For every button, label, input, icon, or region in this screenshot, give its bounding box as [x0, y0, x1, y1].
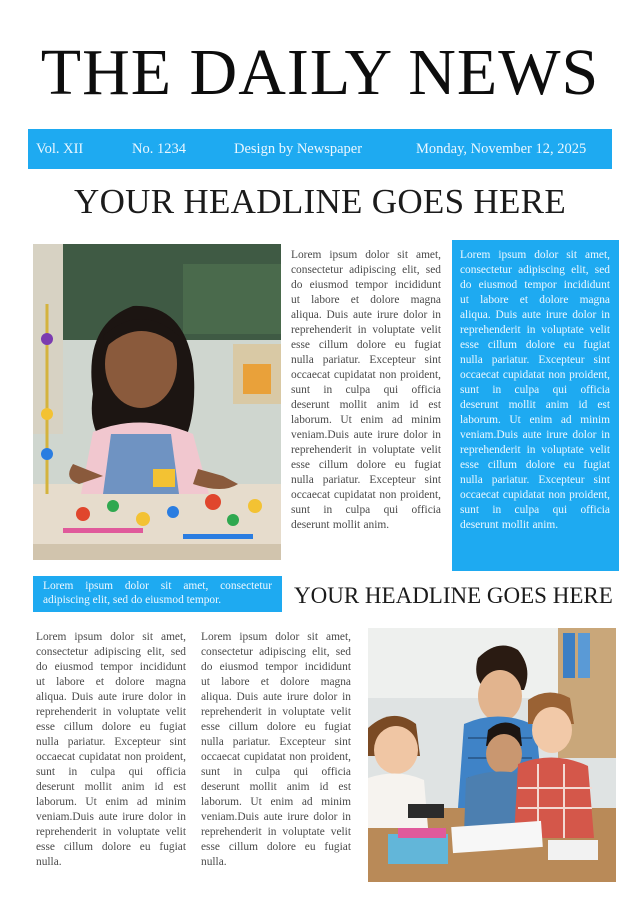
photo-caption: Lorem ipsum dolor sit amet, consectetur adipiscing elit, sed do eiusmod tempor.: [33, 576, 282, 612]
article-column-d: Lorem ipsum dolor sit amet, consectetur adipiscing elit, sed do eiusmod tempor incididunt ut labore et dolore magna aliqua. Duis aute irure dolor in reprehenderit in voluptate velit esse cillum dolore eu fugiat nulla pariatur. Excepteur sint occaecat cupidatat non proident, sunt in culpa qui officia deserunt mollit anim id est laborum. Ut enim ad minim veniam.Duis aute irure dolor in reprehenderit in voluptate velit esse cillum dolore eu fugiat nulla.: [201, 631, 351, 868]
article-column-b: Lorem ipsum dolor sit amet, consectetur adipiscing elit, sed do eiusmod tempor incididunt ut labore et dolore magna aliqua. Duis aute irure dolor in reprehenderit in voluptate velit esse cillum dolore eu fugiat nulla pariatur. Excepteur sint occaecat cupidatat non proident, sunt in culpa qui officia deserunt mollit anim id est laborum. Ut enim ad minim veniam.Duis aute irure dolor in reprehenderit in voluptate velit esse cillum dolore eu fugiat nulla pariatur. Excepteur sint occaecat cupidatat non proident, sunt in culpa qui officia deserunt mollit anim.: [460, 249, 610, 531]
children-studying-together-photo: [368, 628, 616, 882]
girl-playing-with-toys-photo: [33, 244, 281, 560]
volume-label: Vol. XII: [36, 140, 84, 157]
design-credit: Design by Newspaper: [234, 140, 363, 157]
article-column-a: Lorem ipsum dolor sit amet, consectetur adipiscing elit, sed do eiusmod tempor incididunt ut labore et dolore magna aliqua. Duis aute irure dolor in reprehenderit in voluptate velit esse cillum dolore eu fugiat nulla pariatur. Excepteur sint occaecat cupidatat non proident, sunt in culpa qui officia deserunt mollit anim id est laborum. Ut enim ad minim veniam.Duis aute irure dolor in reprehenderit in voluptate velit esse cillum dolore eu fugiat nulla pariatur. Excepteur sint occaecat cupidatat non proident, sunt in culpa qui officia deserunt mollit anim.: [291, 249, 441, 531]
issue-date: Monday, November 12, 2025: [416, 140, 587, 157]
main-headline: YOUR HEADLINE GOES HERE: [74, 182, 566, 221]
article-column-c: Lorem ipsum dolor sit amet, consectetur adipiscing elit, sed do eiusmod tempor incididunt ut labore et dolore magna aliqua. Duis aute irure dolor in reprehenderit in voluptate velit esse cillum dolore eu fugiat nulla pariatur. Excepteur sint occaecat cupidatat non proident, sunt in culpa qui officia deserunt mollit anim id est laborum. Ut enim ad minim veniam.Duis aute irure dolor in reprehenderit in voluptate velit esse cillum dolore eu fugiat nulla.: [36, 631, 186, 868]
secondary-headline: YOUR HEADLINE GOES HERE: [294, 583, 613, 608]
masthead-title: THE DAILY NEWS: [40, 36, 600, 109]
issue-number: No. 1234: [132, 140, 186, 157]
issue-info-bar: [28, 129, 612, 169]
